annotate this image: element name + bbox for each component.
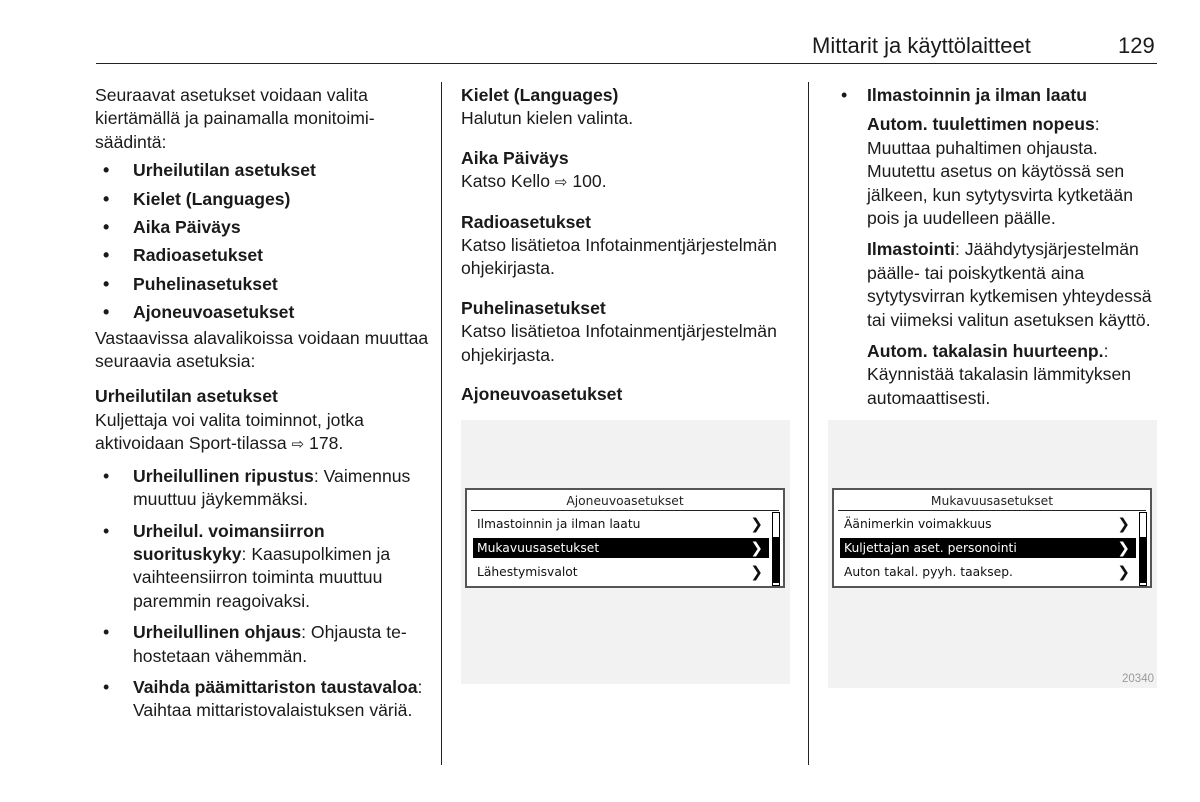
option-term: Urheilul. voimansiirron suorituskyky [133, 520, 325, 564]
column-3 [833, 84, 1158, 410]
display-screen [465, 488, 785, 588]
option-term: Urheilullinen ohjaus [133, 622, 302, 643]
option-desc: : Käynnistää takalasin lämmityksen automaattisesti. [867, 341, 1132, 408]
time-date-heading: Aika Päiväys [461, 147, 569, 168]
option-desc: : Kaasupolkimen ja vaihteensiirron toiminta muuttuu paremmin reagoivaksi. [133, 543, 391, 611]
list-item: • Radioasetukset [95, 244, 430, 267]
climate-option [867, 113, 1158, 230]
section-title: Mittarit ja käyttölaitteet [812, 33, 1031, 58]
page-reference-arrow-icon: ⇨ [554, 173, 568, 192]
sport-text: Kuljettaja voi valita toiminnot, jotka aktivoidaan Sport-tilassa [95, 409, 364, 454]
figure-code: 20340 [1122, 673, 1154, 685]
chevron-right-icon: ❯ [1117, 539, 1130, 557]
column-divider-2 [808, 82, 809, 765]
scrollbar[interactable] [1139, 512, 1147, 586]
display-screen [832, 488, 1152, 588]
option-term: Autom. tuulettimen nopeus [867, 114, 1095, 135]
menu-item-label: Lähestymisvalot [477, 565, 578, 579]
option-term: Ilmastointi [867, 239, 955, 260]
page-reference-arrow-icon: ⇨ [291, 435, 305, 454]
menu-item-label: Ilmastoinnin ja ilman laatu [477, 517, 641, 531]
languages-heading: Kielet (Languages) [461, 85, 619, 105]
list-item: • Aika Päiväys [95, 216, 430, 239]
comfort-settings-figure [828, 420, 1157, 688]
screen-title-divider [471, 510, 779, 511]
page-reference[interactable]: 100. [572, 171, 607, 192]
climate-option [867, 238, 1158, 332]
climate-options [833, 113, 1158, 410]
vehicle-settings-heading: Ajoneuvoasetukset [461, 384, 623, 405]
option-desc: : Vaihtaa mittaristovalaistuksen väriä. [133, 676, 423, 721]
page-number: 129 [1118, 33, 1155, 58]
screen-title: Ajoneuvoasetukset [566, 494, 684, 508]
option-term: Autom. takalasin huurteenp. [867, 341, 1104, 362]
option-desc: : Vaimennus muuttuu jäykemmäksi. [133, 465, 411, 510]
menu-item-climate[interactable] [473, 514, 769, 534]
languages-text: Halutun kielen valinta. [461, 108, 634, 129]
chevron-right-icon: ❯ [1117, 563, 1130, 581]
submenu-intro-text: Vastaavissa alavalikoissa voidaan muuttaa seuraavia asetuksia: [95, 327, 429, 372]
radio-settings-heading: Radioasetukset [461, 211, 592, 232]
column-1 [95, 84, 430, 723]
list-item [95, 520, 430, 614]
vehicle-settings-figure [461, 420, 790, 684]
menu-item-comfort[interactable] [473, 538, 769, 558]
list-item: • Urheilutilan asetukset [95, 159, 430, 182]
phone-settings-text: Katso lisätietoa Infotainmentjärjestelmän ohjekirjasta. [461, 321, 777, 365]
menu-item-label: Kuljettajan aset. personointi [844, 541, 1017, 555]
time-text: Katso Kello [461, 171, 550, 192]
chevron-right-icon: ❯ [750, 515, 763, 533]
intro-text: Seuraavat asetukset voidaan valita kiertämällä ja painamalla monitoimisäädintä: [95, 85, 375, 152]
screen-title-divider [838, 510, 1146, 511]
menu-item-approach-lights[interactable] [473, 562, 769, 582]
chevron-right-icon: ❯ [750, 539, 763, 557]
option-term: Urheilullinen ripustus [133, 465, 314, 486]
climate-list [833, 84, 1158, 107]
column-divider-1 [441, 82, 442, 765]
menu-item-rear-wiper[interactable] [840, 562, 1136, 582]
sport-options-list [95, 465, 430, 723]
menu-item-label: Äänimerkin voimakkuus [844, 517, 992, 531]
time-date-text [461, 170, 791, 194]
list-item [95, 465, 430, 512]
climate-option [867, 340, 1158, 410]
scrollbar-thumb[interactable] [773, 537, 779, 583]
option-desc: : Muuttaa puhaltimen ohjausta. Muutettu asetus on käytössä sen jälkeen, kun sytytysvirta kytketään pois ja uudelleen päälle. [867, 114, 1133, 229]
option-desc: : Jäähdytysjärjestelmän päälle- tai poiskytkentä aina sytytysvirran kytkemisen yhteydessä tai viimeksi valitun asetuksen käyttö. [867, 239, 1152, 330]
screen-title: Mukavuusasetukset [930, 494, 1054, 508]
column-2 [461, 84, 791, 406]
sport-settings-heading: Urheilutilan asetukset [95, 386, 278, 407]
menu-item-label: Mukavuusasetukset [477, 541, 600, 555]
settings-menu-list [95, 159, 430, 324]
header-divider [96, 63, 1157, 64]
chevron-right-icon: ❯ [1117, 515, 1130, 533]
menu-item-beep-volume[interactable] [840, 514, 1136, 534]
list-item: • Ajoneuvoasetukset [95, 301, 430, 324]
list-item: • Puhelinasetukset [95, 273, 430, 296]
option-term: Vaihda päämittariston taustavaloa [133, 676, 418, 697]
page-reference[interactable]: 178. [309, 433, 344, 454]
menu-item-label: Auton takal. pyyh. taaksep. [844, 565, 1013, 579]
phone-settings-heading: Puhelinasetukset [461, 297, 606, 318]
scrollbar[interactable] [772, 512, 780, 586]
scrollbar-thumb[interactable] [1140, 537, 1146, 583]
radio-settings-text: Katso lisätietoa Infotainmentjärjestelmän ohjekirjasta. [461, 235, 777, 279]
chevron-right-icon: ❯ [750, 563, 763, 581]
menu-item-driver-personalization[interactable] [840, 538, 1136, 558]
option-desc: : Ohjausta tehostetaan vähemmän. [133, 622, 407, 666]
sport-settings-text [95, 409, 430, 457]
list-item [95, 676, 430, 723]
list-item [95, 621, 430, 668]
climate-heading: Ilmastoinnin ja ilman laatu [867, 85, 1087, 105]
list-item [833, 84, 1158, 107]
list-item: • Kielet (Languages) [95, 188, 430, 211]
